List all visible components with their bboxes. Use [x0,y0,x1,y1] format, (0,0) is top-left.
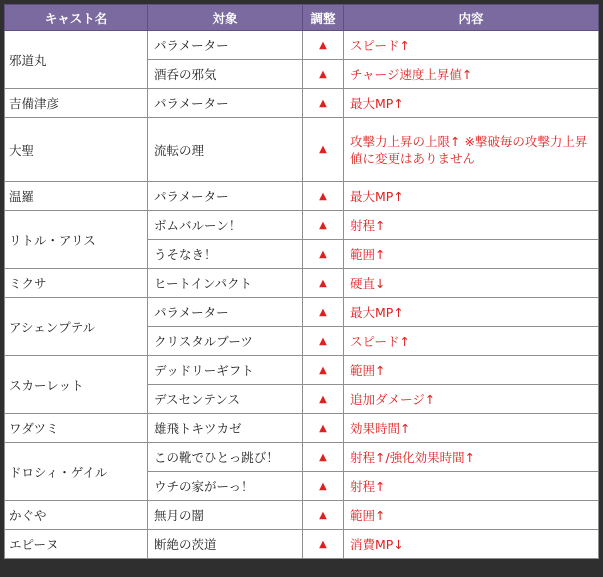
adjust-up-icon: ▲ [303,501,344,530]
cast-name: ドロシィ・ゲイル [5,443,148,501]
header-adjustment: 調整 [303,5,344,31]
change-cell: 範囲↑ [344,501,599,530]
adjust-up-icon: ▲ [303,385,344,414]
target-cell: ボムバルーン！ [148,211,303,240]
change-cell: 射程↑/強化効果時間↑ [344,443,599,472]
adjust-up-icon: ▲ [303,269,344,298]
table-row [5,414,599,443]
table-header-row [5,5,599,31]
target-cell: デスセンテンス [148,385,303,414]
header-content: 内容 [344,5,599,31]
cast-name: アシェンプテル [5,298,148,356]
target-cell: パラメーター [148,89,303,118]
change-cell: 最大MP↑ [344,298,599,327]
target-cell: クリスタルブーツ [148,327,303,356]
adjust-up-icon: ▲ [303,31,344,60]
adjust-up-icon: ▲ [303,414,344,443]
table-row [5,298,599,327]
target-cell: 雄飛トキツカゼ [148,414,303,443]
change-cell: チャージ速度上昇値↑ [344,60,599,89]
cast-name: エピーヌ [5,530,148,559]
target-cell: パラメーター [148,31,303,60]
change-cell: 最大MP↑ [344,89,599,118]
table-row [5,269,599,298]
change-cell: スピード↑ [344,327,599,356]
adjust-up-icon: ▲ [303,530,344,559]
change-cell: 範囲↑ [344,356,599,385]
cast-name: スカーレット [5,356,148,414]
cast-name: ミクサ [5,269,148,298]
cast-name: ワダツミ [5,414,148,443]
adjust-up-icon: ▲ [303,89,344,118]
adjust-up-icon: ▲ [303,211,344,240]
adjust-up-icon: ▲ [303,298,344,327]
table-row [5,356,599,385]
table-row [5,443,599,472]
cast-name: かぐや [5,501,148,530]
header-cast-name: キャスト名 [5,5,148,31]
cast-name: リトル・アリス [5,211,148,269]
target-cell: この靴でひとっ跳び！ [148,443,303,472]
target-cell: 酒呑の邪気 [148,60,303,89]
table-row [5,182,599,211]
change-cell: 硬直↓ [344,269,599,298]
change-cell: 攻撃力上昇の上限↑ ※撃破毎の攻撃力上昇値に変更はありません [344,118,599,182]
change-cell: 追加ダメージ↑ [344,385,599,414]
table-row [5,501,599,530]
target-cell: パラメーター [148,182,303,211]
target-cell: 断絶の茨道 [148,530,303,559]
target-cell: 流転の理 [148,118,303,182]
change-cell: 範囲↑ [344,240,599,269]
table-row [5,118,599,182]
adjust-up-icon: ▲ [303,327,344,356]
adjust-up-icon: ▲ [303,60,344,89]
adjust-up-icon: ▲ [303,472,344,501]
target-cell: ヒートインパクト [148,269,303,298]
target-cell: うそなき！ [148,240,303,269]
target-cell: デッドリーギフト [148,356,303,385]
change-cell: スピード↑ [344,31,599,60]
header-target: 対象 [148,5,303,31]
table-row [5,530,599,559]
target-cell: ウチの家がーっ！ [148,472,303,501]
change-cell: 消費MP↓ [344,530,599,559]
change-cell: 射程↑ [344,211,599,240]
adjust-up-icon: ▲ [303,182,344,211]
adjust-up-icon: ▲ [303,240,344,269]
target-cell: 無月の闇 [148,501,303,530]
table-row [5,31,599,60]
balance-adjustment-table [4,4,599,559]
cast-name: 温羅 [5,182,148,211]
adjust-up-icon: ▲ [303,118,344,182]
adjust-up-icon: ▲ [303,356,344,385]
target-cell: パラメーター [148,298,303,327]
cast-name: 吉備津彦 [5,89,148,118]
cast-name: 大聖 [5,118,148,182]
change-cell: 射程↑ [344,472,599,501]
adjust-up-icon: ▲ [303,443,344,472]
change-cell: 最大MP↑ [344,182,599,211]
change-cell: 効果時間↑ [344,414,599,443]
table-row [5,89,599,118]
cast-name: 邪道丸 [5,31,148,89]
table-row [5,211,599,240]
